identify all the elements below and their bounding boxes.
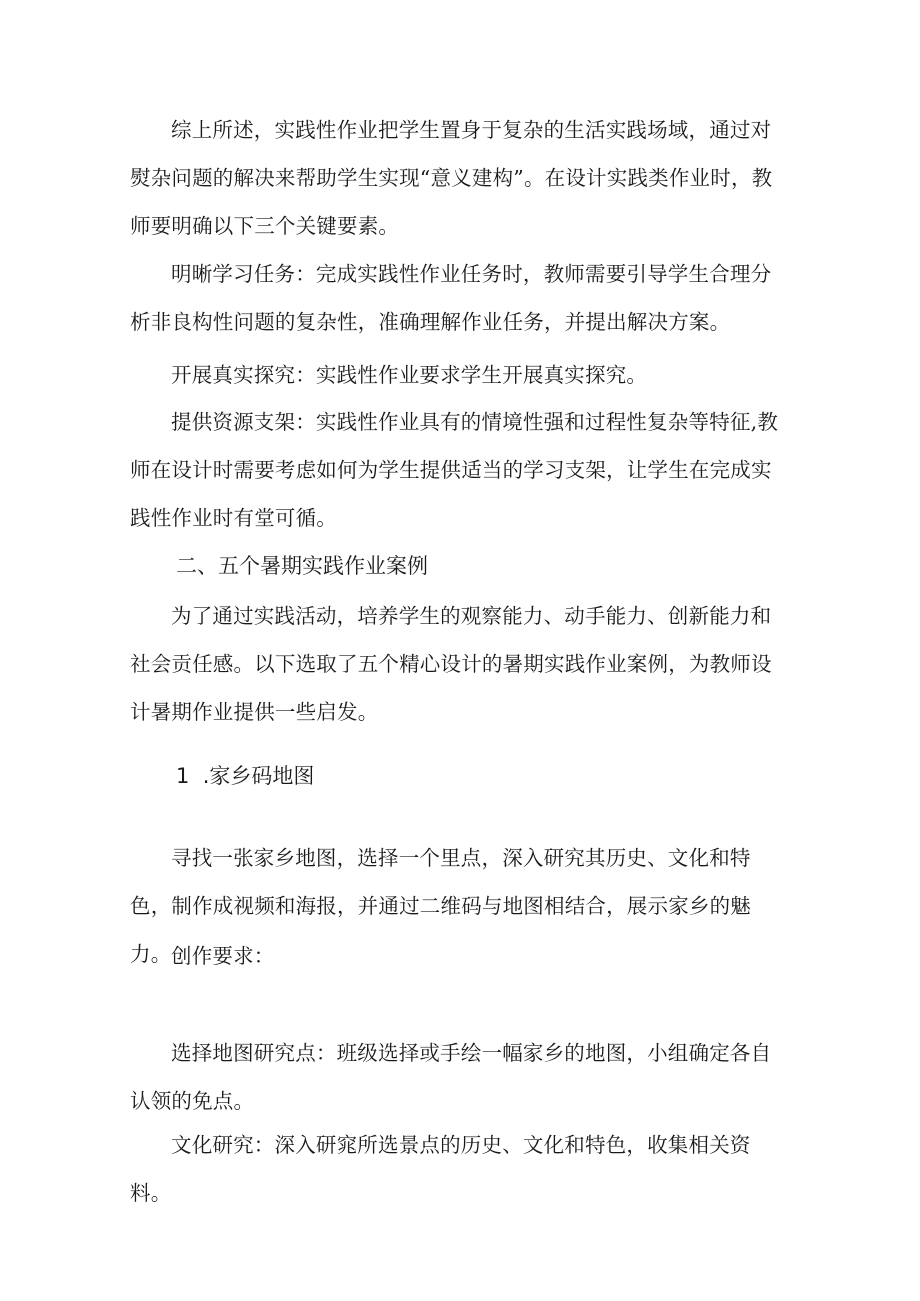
paragraph-case1-description: 寻找一张家乡地图，选择一个里点，深入研究其历史、文化和特色，制作成视频和海报，并通过二维码与地图相结合，展示家乡的魅力。 [130, 846, 751, 966]
case-heading-hometown-map: 1 .家乡码地图 [176, 764, 315, 788]
paragraph-cases-intro: 为了通过实践活动，培养学生的观察能力、动手能力、创新能力和社会贡任感。以下选取了五个精心设计的暑期实践作业案例，为教师设计暑期作业提供一些启发。 [130, 604, 772, 724]
paragraph-requirements-label: 创作要求： [171, 944, 275, 968]
section-heading-cases: 二、五个暑期实践作业案例 [176, 554, 428, 578]
paragraph-culture-research: 文化研究：深入研窕所选景点的历史、文化和特色，收集相关资料。 [130, 1133, 751, 1205]
paragraph-choose-point: 选择地图研究点：班级选择或手绘一幅家乡的地图，小组确定各自认领的免点。 [130, 1041, 772, 1113]
paragraph-summary: 综上所述，实践性作业把学生置身于复杂的生活实践场域，通过对熨杂问题的解决来帮助学生实现“意义建构”。在设计实践类作业时，教师要明确以下三个关键要素。 [130, 118, 773, 238]
paragraph-learning-task: 明晰学习任务：完成实践性作业任务时，教师需要引导学生合理分析非良构性问题的复杂性，准确理解作业任务，并提出解决方案。 [130, 262, 772, 334]
paragraph-inquiry: 开展真实探究：实践性作业要求学生开展真实探究。 [171, 363, 648, 387]
paragraph-scaffolding: 提供资源支架：实践性作业具有的情境性强和过程性复杂等特征,教师在设计时需要考虑如何为学生提供适当的学习支架，让学生在完成实践性作业时有堂可循。 [130, 410, 779, 530]
